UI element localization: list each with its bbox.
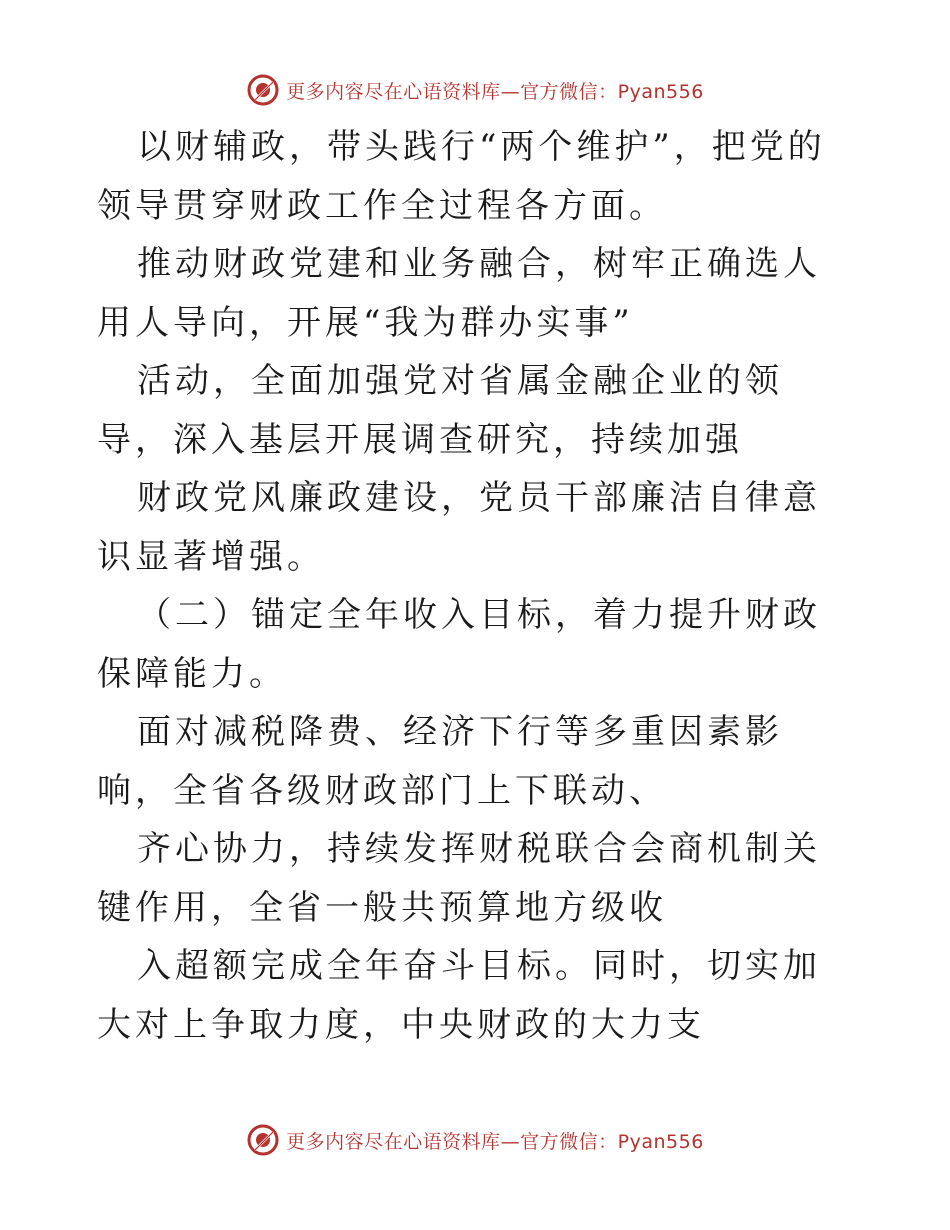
paragraph: 入超额完成全年奋斗目标。同时，切实加大对上争取力度，中央财政的大力支 [97,946,821,1045]
footer-banner [0,1120,950,1160]
paragraph: 活动，全面加强党对省属金融企业的领导，深入基层开展调查研究，持续加强 [97,361,783,460]
footer-banner-text: 更多内容尽在心语资料库—官方微信：Pyan556 [286,1130,704,1153]
paragraph: 推动财政党建和业务融合，树牢正确选人用人导向，开展“我为群办实事” [97,244,821,343]
paragraph: 以财辅政，带头践行“两个维护”，把党的领导贯穿财政工作全过程各方面。 [97,127,826,226]
paragraph: 财政党风廉政建设，党员干部廉洁自律意识显著增强。 [97,478,821,577]
section-heading: （二）锚定全年收入目标，着力提升财政保障能力。 [97,595,821,694]
paragraph: 齐心协力，持续发挥财税联合会商机制关键作用，全省一般共预算地方级收 [97,829,821,928]
header-banner [0,70,950,110]
document-body [97,118,857,1054]
red-seal-pen-logo-icon [246,73,280,107]
paragraph: 面对减税降费、经济下行等多重因素影响，全省各级财政部门上下联动、 [97,712,783,811]
red-seal-pen-logo-icon [246,1123,280,1157]
header-banner-text: 更多内容尽在心语资料库—官方微信：Pyan556 [286,80,704,103]
